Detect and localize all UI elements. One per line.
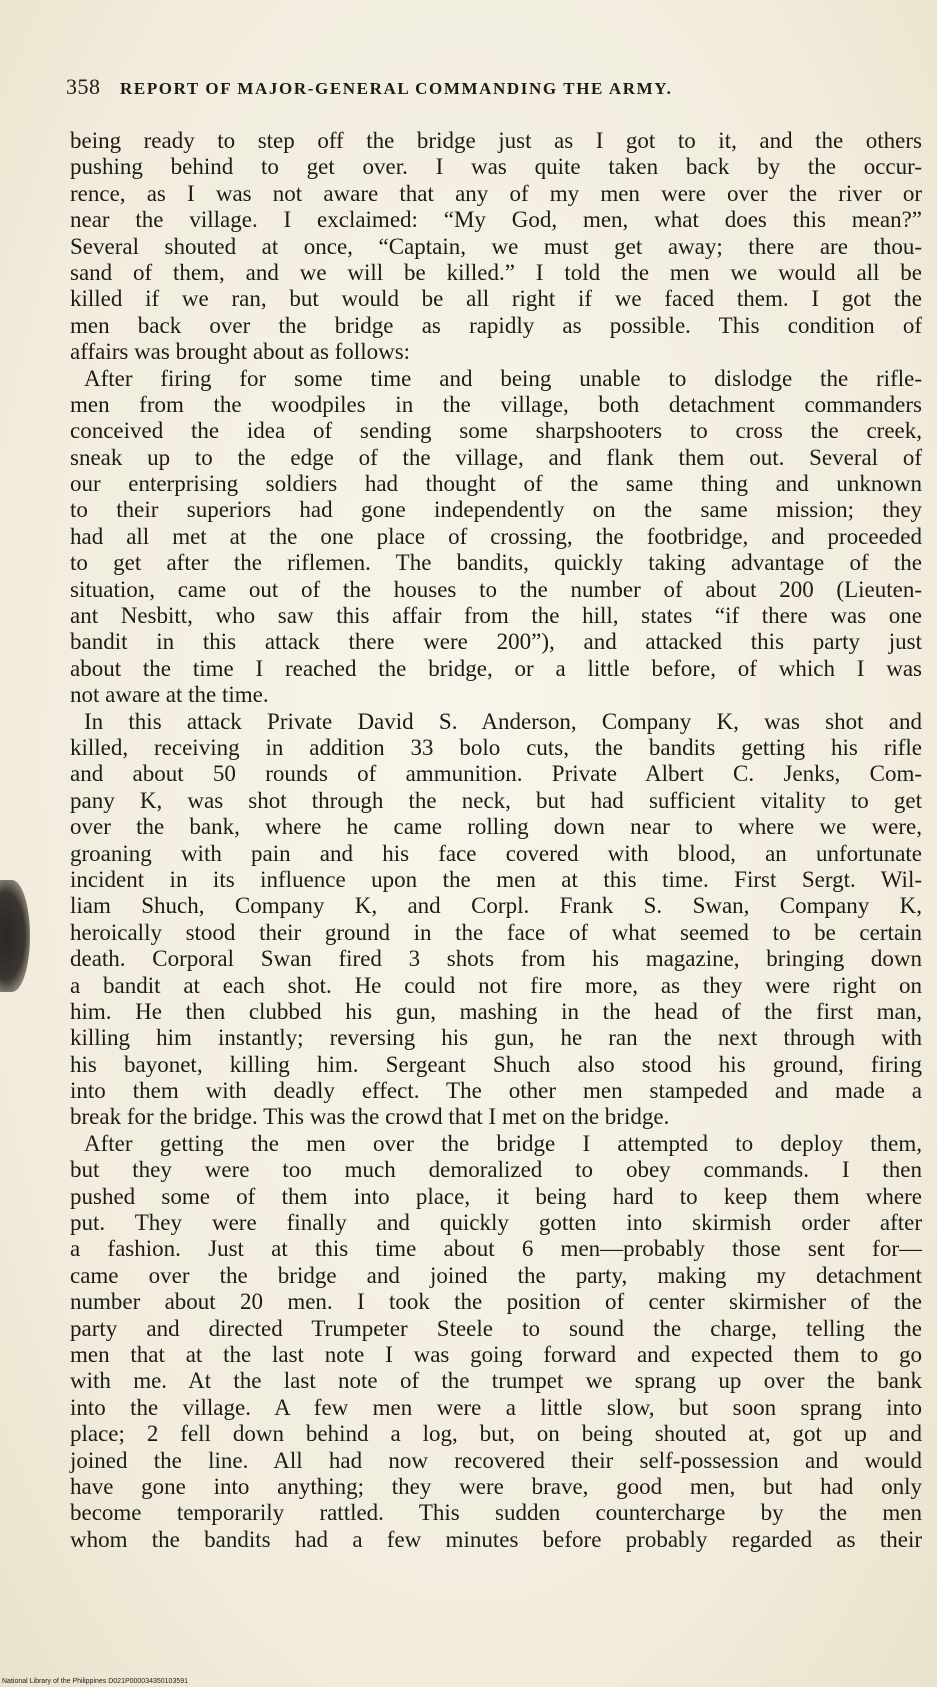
text-line: pany K, was shot through the neck, but had sufficient vitality to get	[70, 787, 922, 813]
footer-caption: National Library of the Philippines D021P000034350103591	[2, 1678, 189, 1685]
text-line: conceived the idea of sending some sharpshooters to cross the creek,	[70, 418, 922, 444]
text-line: groaning with pain and his face covered with blood, an unfortunate	[70, 840, 922, 866]
text-line: After firing for some time and being unable to dislodge the rifle-	[84, 365, 922, 391]
text-line: pushed some of them into place, it being hard to keep them where	[70, 1183, 922, 1209]
text-line: a bandit at each shot. He could not fire more, as they were right on	[70, 972, 922, 998]
text-line: had all met at the one place of crossing, the footbridge, and proceeded	[70, 523, 922, 549]
text-line: situation, came out of the houses to the number of about 200 (Lieuten-	[70, 576, 922, 602]
text-line: to their superiors had gone independently on the same mission; they	[70, 497, 922, 523]
text-line: whom the bandits had a few minutes before probably regarded as their	[70, 1526, 922, 1552]
text-line: into them with deadly effect. The other men stampeded and made a	[70, 1078, 922, 1104]
text-line: about the time I reached the bridge, or a little before, of which I was	[70, 655, 922, 681]
text-line: killed if we ran, but would be all right if we faced them. I got the	[70, 286, 922, 312]
text-line: become temporarily rattled. This sudden countercharge by the men	[70, 1500, 922, 1526]
text-line: over the bank, where he came rolling down near to where we were,	[70, 814, 922, 840]
text-line: killed, receiving in addition 33 bolo cuts, the bandits getting his rifle	[70, 734, 922, 760]
text-line: place; 2 fell down behind a log, but, on being shouted at, got up and	[70, 1421, 922, 1447]
text-line: Several shouted at once, “Captain, we must get away; there are thou-	[70, 233, 922, 259]
text-line: not aware at the time.	[70, 682, 269, 708]
text-line: break for the bridge. This was the crowd that I met on the bridge.	[70, 1104, 670, 1130]
thumb-shadow	[0, 880, 30, 992]
body-text	[70, 128, 922, 1553]
text-line: our enterprising soldiers had thought of the same thing and unknown	[70, 471, 922, 497]
text-line: him. He then clubbed his gun, mashing in the head of the first man,	[70, 998, 922, 1024]
text-line: but they were too much demoralized to obey commands. I then	[70, 1157, 922, 1183]
text-line: rence, as I was not aware that any of my men were over the river or	[70, 180, 922, 206]
text-line: have gone into anything; they were brave, good men, but had only	[70, 1473, 922, 1499]
page-number: 358	[66, 74, 101, 99]
text-line: affairs was brought about as follows:	[70, 339, 411, 365]
text-line: with me. At the last note of the trumpet we sprang up over the bank	[70, 1368, 922, 1394]
text-line: put. They were finally and quickly gotten into skirmish order after	[70, 1210, 922, 1236]
text-line: killing him instantly; reversing his gun, he ran the next through with	[70, 1025, 922, 1051]
text-line: sand of them, and we will be killed.” I told the men we would all be	[70, 259, 922, 285]
text-line: and about 50 rounds of ammunition. Private Albert C. Jenks, Com-	[70, 761, 922, 787]
text-line: men back over the bridge as rapidly as possible. This condition of	[70, 312, 922, 338]
text-line: sneak up to the edge of the village, and flank them out. Several of	[70, 444, 922, 470]
text-line: men from the woodpiles in the village, both detachment commanders	[70, 391, 922, 417]
text-line: a fashion. Just at this time about 6 men—probably those sent for—	[70, 1236, 922, 1262]
text-line: came over the bridge and joined the party, making my detachment	[70, 1262, 922, 1288]
text-line: incident in its influence upon the men at this time. First Sergt. Wil-	[70, 866, 922, 892]
text-line: his bayonet, killing him. Sergeant Shuch also stood his ground, firing	[70, 1051, 922, 1077]
text-line: near the village. I exclaimed: “My God, men, what does this mean?”	[70, 207, 922, 233]
text-line: pushing behind to get over. I was quite taken back by the occur-	[70, 154, 922, 180]
text-line: number about 20 men. I took the position of center skirmisher of the	[70, 1289, 922, 1315]
text-line: to get after the riflemen. The bandits, quickly taking advantage of the	[70, 550, 922, 576]
text-line: bandit in this attack there were 200”), and attacked this party just	[70, 629, 922, 655]
text-line: heroically stood their ground in the face of what seemed to be certain	[70, 919, 922, 945]
text-line: being ready to step off the bridge just as I got to it, and the others	[70, 128, 922, 153]
text-line: into the village. A few men were a little slow, but soon sprang into	[70, 1394, 922, 1420]
text-line: In this attack Private David S. Anderson, Company K, was shot and	[84, 708, 922, 734]
text-line: liam Shuch, Company K, and Corpl. Frank S. Swan, Company K,	[70, 893, 922, 919]
text-line: ant Nesbitt, who saw this affair from the hill, states “if there was one	[70, 603, 922, 629]
text-line: men that at the last note I was going forward and expected them to go	[70, 1341, 922, 1367]
text-line: After getting the men over the bridge I attempted to deploy them,	[84, 1130, 922, 1156]
page-header	[66, 74, 866, 100]
text-line: party and directed Trumpeter Steele to sound the charge, telling the	[70, 1315, 922, 1341]
text-line: joined the line. All had now recovered their self-possession and would	[70, 1447, 922, 1473]
running-title: REPORT OF MAJOR-GENERAL COMMANDING THE ARMY.	[120, 79, 673, 98]
text-line: death. Corporal Swan fired 3 shots from his magazine, bringing down	[70, 946, 922, 972]
